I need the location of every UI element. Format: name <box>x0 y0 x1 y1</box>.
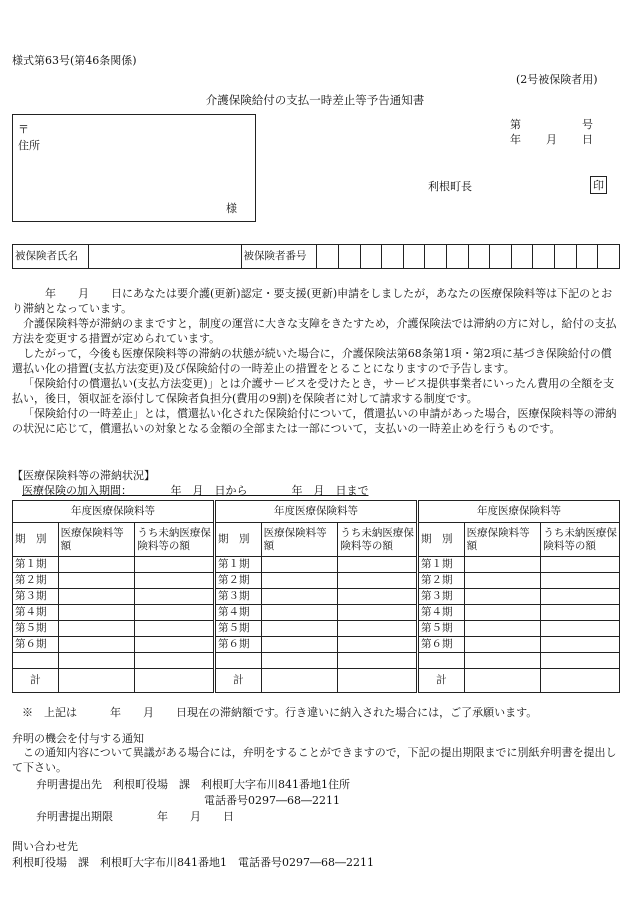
table-row <box>13 621 214 637</box>
period-label: 第５期 <box>419 621 465 637</box>
table-row <box>216 589 417 605</box>
total-row <box>13 669 214 693</box>
period-label: 第６期 <box>13 637 59 653</box>
premium-amount[interactable] <box>261 637 338 653</box>
table-row <box>419 637 620 653</box>
premium-col-header: 医療保険料等額 <box>261 523 338 557</box>
premium-amount[interactable] <box>464 621 541 637</box>
insured-number-cell[interactable] <box>511 245 533 269</box>
date-year: 年 <box>510 133 521 146</box>
contact-info: 利根町役場 課 利根町大字布川841番地1 電話番号0297―68―2211 <box>12 856 374 869</box>
unpaid-amount[interactable] <box>135 589 214 605</box>
premium-amount[interactable] <box>58 605 135 621</box>
appeal-heading: 弁明の機会を付与する通知 <box>12 732 144 745</box>
seal-mark: 印 <box>590 176 607 194</box>
appeal-deadline: 弁明書提出期限 年 月 日 <box>36 810 234 823</box>
total-premium[interactable] <box>58 669 135 693</box>
total-unpaid[interactable] <box>541 669 620 693</box>
insurance-period: 医療保険の加入期間： 年 月 日から 年 月 日まで <box>22 484 369 497</box>
period-col-header: 期 別 <box>216 523 262 557</box>
period-label: 第６期 <box>216 637 262 653</box>
premium-amount[interactable] <box>261 573 338 589</box>
premium-amount[interactable] <box>58 637 135 653</box>
unpaid-amount[interactable] <box>135 637 214 653</box>
premium-col-header: 医療保険料等額 <box>58 523 135 557</box>
period-label: 第５期 <box>216 621 262 637</box>
insured-name-label: 被保険者氏名 <box>13 245 89 269</box>
unpaid-amount[interactable] <box>541 637 620 653</box>
insured-number-cell[interactable] <box>576 245 598 269</box>
doc-number-go: 号 <box>582 118 593 131</box>
table-row <box>13 573 214 589</box>
insured-number-cell[interactable] <box>425 245 447 269</box>
date-month: 月 <box>546 133 557 146</box>
table-row <box>216 573 417 589</box>
insured-name-field[interactable] <box>88 245 241 269</box>
table-row <box>13 605 214 621</box>
premium-amount[interactable] <box>261 557 338 573</box>
unpaid-amount[interactable] <box>541 589 620 605</box>
table-row <box>216 557 417 573</box>
address-box <box>12 114 256 222</box>
table-row <box>216 621 417 637</box>
period-label: 第４期 <box>216 605 262 621</box>
fiscal-year-header: 年度医療保険料等 <box>13 501 214 523</box>
unpaid-amount[interactable] <box>541 621 620 637</box>
insured-number-cell[interactable] <box>360 245 382 269</box>
form-number: 様式第63号(第46条関係) <box>12 54 137 67</box>
arrears-table <box>12 500 214 693</box>
body-paragraph: 介護保険料等が滞納のままですと，制度の運営に大きな支障をきたすため，介護保険法では滞納の方に対し，給付の支払方法を変更する措置が定められています。 <box>12 317 617 345</box>
arrears-table <box>215 500 417 693</box>
period-label: 第１期 <box>13 557 59 573</box>
notice-body <box>12 286 620 436</box>
table-row <box>13 589 214 605</box>
arrears-table <box>418 500 620 693</box>
premium-amount[interactable] <box>464 573 541 589</box>
contact-heading: 問い合わせ先 <box>12 840 78 853</box>
table-row <box>419 557 620 573</box>
premium-amount[interactable] <box>464 557 541 573</box>
period-label: 第３期 <box>13 589 59 605</box>
address-label: 住所 <box>18 139 40 152</box>
appeal-text-block <box>12 745 620 775</box>
body-paragraph: したがって，今後も医療保険料等の滞納の状態が続いた場合に，介護保険法第68条第1項・第2項に基づき保険給付の償還払い化の措置(支払方法変更)及び保険給付の一時差止の措置をとることになりますので予告します。 <box>12 347 612 375</box>
arrears-heading: 【医療保険料等の滞納状況】 <box>12 469 155 482</box>
insured-number-label: 被保険者番号 <box>241 245 317 269</box>
appeal-text: この通知内容について異議がある場合には，弁明をすることができますので，下記の提出期限までに別紙弁明書を提出して下さい。 <box>12 746 617 774</box>
table-row <box>419 573 620 589</box>
insured-number-cell[interactable] <box>490 245 512 269</box>
insured-number-cell[interactable] <box>382 245 404 269</box>
fiscal-year-header: 年度医療保険料等 <box>216 501 417 523</box>
issuer-name: 利根町長 <box>428 180 472 193</box>
unpaid-amount[interactable] <box>135 605 214 621</box>
table-row <box>13 557 214 573</box>
premium-amount[interactable] <box>261 621 338 637</box>
period-label: 第２期 <box>13 573 59 589</box>
total-premium[interactable] <box>464 669 541 693</box>
total-unpaid[interactable] <box>135 669 214 693</box>
table-row <box>419 589 620 605</box>
unpaid-amount[interactable] <box>338 621 417 637</box>
arrears-note: ※ 上記は 年 月 日現在の滞納額です。行き違いに納入された場合には，ご了承願います。 <box>22 706 538 719</box>
period-label: 第３期 <box>216 589 262 605</box>
period-label: 第１期 <box>216 557 262 573</box>
sama-label: 様 <box>226 202 237 215</box>
premium-amount[interactable] <box>58 621 135 637</box>
period-col-header: 期 別 <box>13 523 59 557</box>
unpaid-amount[interactable] <box>338 589 417 605</box>
insured-info-table <box>12 244 620 269</box>
form-subtype: (2号被保険者用) <box>516 73 598 86</box>
table-row <box>216 605 417 621</box>
total-premium[interactable] <box>261 669 338 693</box>
insured-number-cell[interactable] <box>447 245 469 269</box>
arrears-tables <box>12 500 620 700</box>
body-paragraph: 「保険給付の一時差止」とは，償還払い化された保険給付について，償還払いの申請があった場合，医療保険料等の滞納の状況に応じて，償還払いの対象となる金額の全部または一部について，支払いの一時差止めを行うものです。 <box>12 407 617 435</box>
insured-number-cell[interactable] <box>317 245 339 269</box>
insured-number-cell[interactable] <box>339 245 361 269</box>
table-row <box>419 621 620 637</box>
premium-col-header: 医療保険料等額 <box>464 523 541 557</box>
period-col-header: 期 別 <box>419 523 465 557</box>
premium-amount[interactable] <box>58 573 135 589</box>
appeal-destination: 弁明書提出先 利根町役場 課 利根町大字布川841番地1住所 <box>36 778 350 791</box>
unpaid-col-header: うち未納医療保険料等の額 <box>338 523 417 557</box>
unpaid-amount[interactable] <box>338 573 417 589</box>
fiscal-year-header: 年度医療保険料等 <box>419 501 620 523</box>
period-label: 第２期 <box>419 573 465 589</box>
document-title: 介護保険給付の支払一時差止等予告通知書 <box>205 93 425 107</box>
insured-number-cell[interactable] <box>468 245 490 269</box>
premium-amount[interactable] <box>261 605 338 621</box>
premium-amount[interactable] <box>464 605 541 621</box>
table-row <box>13 637 214 653</box>
table-row <box>216 637 417 653</box>
unpaid-amount[interactable] <box>338 605 417 621</box>
insured-number-cell[interactable] <box>533 245 555 269</box>
premium-amount[interactable] <box>464 589 541 605</box>
total-label: 計 <box>419 669 465 693</box>
total-label: 計 <box>216 669 262 693</box>
unpaid-amount[interactable] <box>541 605 620 621</box>
unpaid-col-header: うち未納医療保険料等の額 <box>135 523 214 557</box>
period-label: 第３期 <box>419 589 465 605</box>
total-label: 計 <box>13 669 59 693</box>
total-unpaid[interactable] <box>338 669 417 693</box>
premium-amount[interactable] <box>58 589 135 605</box>
table-row <box>13 653 214 669</box>
total-row <box>216 669 417 693</box>
period-label: 第６期 <box>419 637 465 653</box>
unpaid-amount[interactable] <box>135 557 214 573</box>
unpaid-amount[interactable] <box>135 621 214 637</box>
total-row <box>419 669 620 693</box>
body-paragraph: 「保険給付の償還払い(支払方法変更)」とは介護サービスを受けたとき，サービス提供事業者にいったん費用の全額を支払い，後日，領収証を添付して保険者負担分(費用の9割)を保険者に対して請求する制度です。 <box>12 377 615 405</box>
unpaid-amount[interactable] <box>541 557 620 573</box>
period-label: 第５期 <box>13 621 59 637</box>
doc-number-dai: 第 <box>510 118 521 131</box>
period-label: 第２期 <box>216 573 262 589</box>
body-paragraph: 年 月 日にあなたは要介護(更新)認定・要支援(更新)申請をしましたが，あなたの医療保険料等は下記のとおり滞納となっています。 <box>12 287 613 315</box>
unpaid-amount[interactable] <box>541 573 620 589</box>
premium-amount[interactable] <box>464 637 541 653</box>
insured-number-cell[interactable] <box>554 245 576 269</box>
table-row <box>419 605 620 621</box>
period-label: 第４期 <box>419 605 465 621</box>
premium-amount[interactable] <box>261 589 338 605</box>
date-day: 日 <box>582 133 593 146</box>
period-label: 第４期 <box>13 605 59 621</box>
period-label: 第１期 <box>419 557 465 573</box>
insured-number-cell[interactable] <box>598 245 620 269</box>
postal-mark: 〒 <box>18 123 29 136</box>
unpaid-amount[interactable] <box>338 557 417 573</box>
appeal-tel: 電話番号0297―68―2211 <box>204 794 340 807</box>
table-row <box>419 653 620 669</box>
unpaid-amount[interactable] <box>338 637 417 653</box>
unpaid-col-header: うち未納医療保険料等の額 <box>541 523 620 557</box>
table-row <box>216 653 417 669</box>
unpaid-amount[interactable] <box>135 573 214 589</box>
premium-amount[interactable] <box>58 557 135 573</box>
insured-number-cell[interactable] <box>403 245 425 269</box>
